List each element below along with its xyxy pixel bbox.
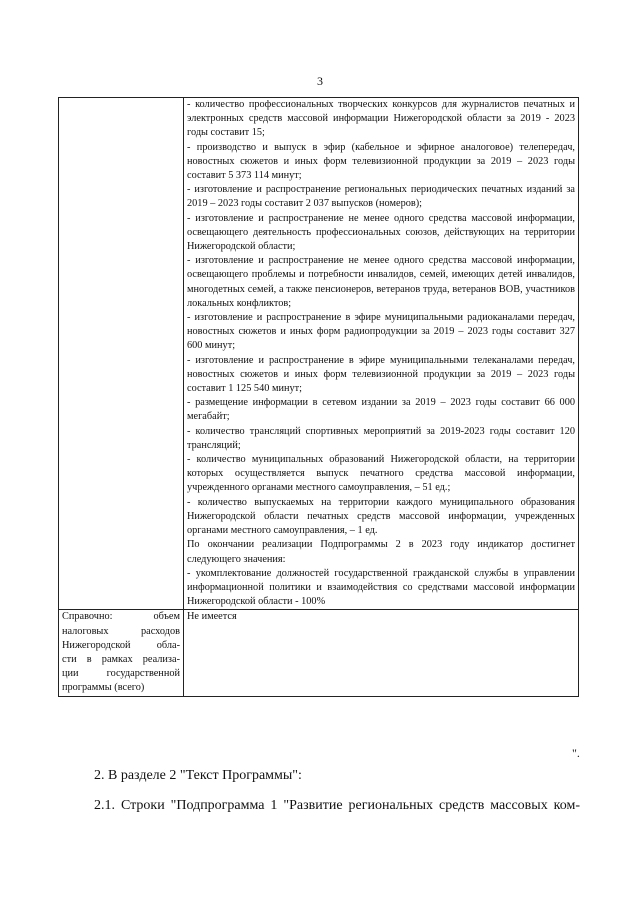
indicator-item: - изготовление и распространение в эфире муниципальными телеканалами передач, новостных сюжетов и иных форм телевизионной продукции за 2019 – 2023 годы составит 1 125 540 минут;: [187, 354, 575, 395]
page-number: 3: [317, 74, 323, 88]
indicator-item: - изготовление и распространение в эфире муниципальными радиоканалами передач, новостных сюжетов и иных форм радиопродукции за 2019 – 2023 годы составит 327 600 минут;: [187, 312, 575, 352]
indicator-item: - количество трансляций спортивных мероприятий за 2019-2023 годы составит 120 трансляций;: [187, 425, 575, 451]
indicator-item: - изготовление и распространение не менее одного средства массовой информации, освещающего проблемы и потребности инвалидов, семей, имеющих детей инвалидов, многодетных семей, а также пенсионеров, ветеранов труда, ветеранов ВОВ, участников локальных конфликтов;: [187, 255, 575, 309]
table-cell-indicators: [184, 98, 579, 610]
paragraph-section-2: 2. В разделе 2 "Текст Программы":: [94, 768, 302, 783]
indicator-item: - количество профессиональных творческих конкурсов для журналистов печатных и электронных средств массовой информации Нижегородской области за 2019 - 2023 годы составит 15;: [187, 99, 575, 139]
label-line: Нижегородской обла-: [62, 639, 180, 651]
indicator-item: По окончании реализации Подпрограммы 2 в 2023 году индикатор достигнет следующего значения:: [187, 539, 575, 565]
indicator-item: - изготовление и распространение региональных периодических печатных изданий за 2019 – 2023 годы составит 2 037 выпусков (номеров);: [187, 184, 575, 210]
table-row: [59, 98, 579, 610]
closing-quote: ".: [572, 746, 580, 760]
label-line: налоговых расходов: [62, 625, 180, 637]
label-line: Справочно: объем: [62, 611, 180, 623]
label-line: сти в рамках реализа-: [62, 653, 180, 665]
paragraph-section-2-1: 2.1. Строки "Подпрограмма 1 "Развитие региональных средств массовых ком-: [94, 798, 580, 813]
label-line: ции государственной: [62, 668, 180, 680]
table-cell-tax-expenses-label: [59, 610, 184, 696]
indicator-item: - изготовление и распространение не менее одного средства массовой информации, освещающего деятельность профессиональных союзов, действующих на территории Нижегородской области;: [187, 212, 575, 253]
indicator-item: - производство и выпуск в эфир (кабельное и эфирное аналоговое) телепередач, новостных сюжетов и иных форм телевизионной продукции за 2019 – 2023 годы составит 5 373 114 минут;: [187, 141, 575, 182]
indicator-item: - количество муниципальных образований Нижегородской области, на территории которых осуществляется выпуск печатного средства массовой информации, учрежденного органами местного самоуправления, – 51 ед.;: [187, 454, 575, 494]
indicators-text: [187, 98, 575, 609]
program-passport-table: [58, 97, 579, 697]
table-cell-tax-expenses-value: Не имеется: [184, 610, 579, 696]
indicator-item: - размещение информации в сетевом издании за 2019 – 2023 годы составит 66 000 мегабайт;: [187, 397, 575, 423]
indicator-item: - укомплектование должностей государственной гражданской службы в управлении информационной политики и взаимодействия со средствами массовой информации Нижегородской области - 100%: [187, 567, 575, 608]
table-cell-label: [59, 98, 184, 610]
indicator-item: - количество выпускаемых на территории каждого муниципального образования Нижегородской области печатных средств массовой информации, учрежденных органами местного самоуправления, – 1 ед.: [187, 496, 575, 537]
label-line: программы (всего): [62, 682, 145, 694]
table-row: [59, 610, 579, 696]
